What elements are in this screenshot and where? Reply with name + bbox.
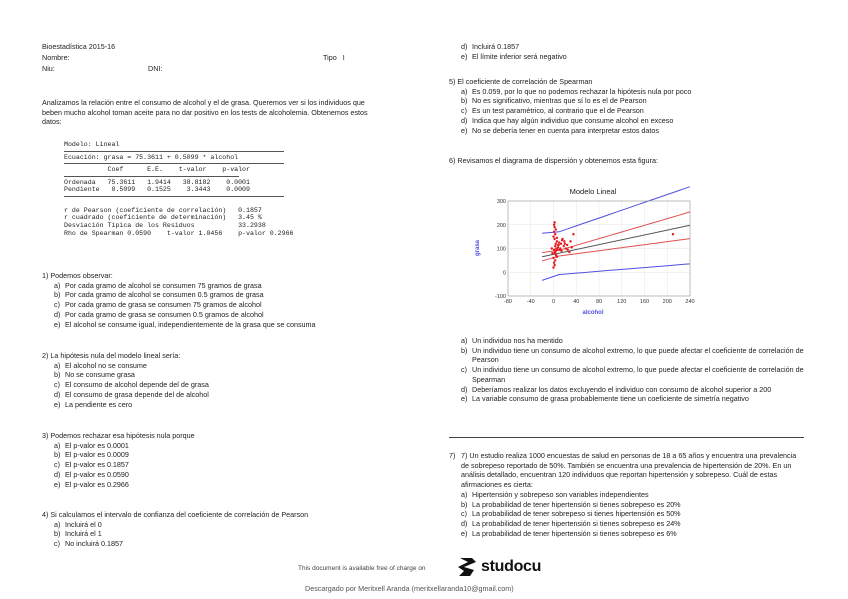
studocu-icon xyxy=(456,556,478,578)
chart-title: Modelo Lineal xyxy=(569,187,617,196)
data-point xyxy=(555,253,557,255)
table-header: Coef E.E. t-valor p-valor xyxy=(64,166,250,174)
y-tick-label: -100 xyxy=(494,294,506,300)
option-4e: e) El límite inferior será negativo xyxy=(461,51,567,61)
data-point xyxy=(554,259,556,261)
data-point xyxy=(571,246,573,248)
data-point xyxy=(569,240,571,242)
question-4-continued xyxy=(449,42,809,61)
option-7a: a) Hipertensión y sobrepeso son variables independientes xyxy=(461,489,649,499)
option-5c: c) Es un test paramétrico, al contrario que el de Pearson xyxy=(461,106,644,116)
question-7 xyxy=(449,451,805,538)
data-point xyxy=(563,245,565,247)
x-tick-label: 0 xyxy=(551,299,556,305)
footer-downloaded-text: Descargado por Meritxell Aranda (meritxellaranda10@gmail.com) xyxy=(305,584,514,593)
data-point xyxy=(559,248,561,250)
data-point xyxy=(551,247,553,249)
option-1a: a) Por cada gramo de alcohol se consumen 75 gramos de grasa xyxy=(54,280,262,290)
model-output-block xyxy=(64,141,294,237)
option-5a: a) Es 0.059, por lo que no podemos rechazar la hipótesis nula por poco xyxy=(461,86,692,96)
question-1 xyxy=(42,271,382,329)
question-title: 4) Si calculamos el intervalo de confianza del coeficiente de correlación de Pearson xyxy=(42,510,309,519)
data-point xyxy=(672,233,674,235)
option-7c: c) La probabilidad de tener sobrepeso si tienes hipertensión es 50% xyxy=(461,509,681,519)
option-5e: e) No se debería tener en cuenta para interpretar estos datos xyxy=(461,125,659,135)
data-point xyxy=(556,237,558,239)
option-5d: d) Indica que hay algún individuo que consume alcohol en exceso xyxy=(461,115,674,125)
question-title: 3) Podemos rechazar esa hipótesis nula porque xyxy=(42,431,195,440)
option-2e: e) La pendiente es cero xyxy=(54,399,133,409)
data-point xyxy=(556,240,558,242)
divider xyxy=(64,151,284,152)
data-point xyxy=(563,240,565,242)
x-tick-label: 80 xyxy=(595,299,603,305)
data-point xyxy=(553,221,555,223)
data-point xyxy=(566,244,568,246)
option-6a: a) Un individuo nos ha mentido xyxy=(461,336,563,345)
x-tick-label: -40 xyxy=(526,299,535,305)
question-title: 2) La hipótesis nula del modelo lineal sería: xyxy=(42,351,181,360)
data-point xyxy=(554,251,556,253)
data-point xyxy=(552,266,554,268)
x-tick-label: 200 xyxy=(662,299,672,305)
y-tick-label: 200 xyxy=(496,222,506,229)
footer-available-text: This document is available free of charge on xyxy=(298,565,426,572)
option-6e: e) La variable consumo de grasa probablemente tiene un coeficiente de simetría negativo xyxy=(461,394,749,404)
question-5 xyxy=(449,77,809,135)
studocu-logo[interactable] xyxy=(456,556,541,578)
type-label: Tipo I xyxy=(323,53,345,62)
data-point xyxy=(557,246,559,248)
data-point xyxy=(561,238,563,240)
option-5b: b) No es significativo, mientras que sí lo es el de Pearson xyxy=(461,96,647,106)
data-point xyxy=(552,235,554,237)
option-1c: c) Por cada gramo de grasa se consumen 75 gramos de alcohol xyxy=(54,300,262,310)
chart-ylabel: grasa xyxy=(475,239,481,257)
data-point xyxy=(568,251,570,253)
question-4 xyxy=(42,510,402,549)
option-7d: d) La probabilidad de tener hipertensión si tienes sobrepeso es 24% xyxy=(461,519,681,529)
data-point xyxy=(556,256,558,258)
option-3a: a) El p-valor es 0.0001 xyxy=(54,440,129,450)
data-point xyxy=(553,248,555,250)
y-tick-label: 300 xyxy=(496,199,506,205)
question-6-title: 6) Revisamos el diagrama de dispersión y obtenemos esta figura: xyxy=(449,156,658,165)
option-7b: b) La probabilidad de tener hipertensión si tienes sobrepeso es 20% xyxy=(461,499,681,509)
question-title: 1) Podemos observar: xyxy=(42,271,113,280)
question-title: 7) Un estudio realiza 1000 encuestas de salud en personas de 18 a 65 años y encuentra una prevalencia de sobrepeso reportado de 50%. También se encuentra una prevalencia de hipertensión de 20%. En un análisis detallado, encuentran 120 individuos que reportan hipertensión y sobrepeso. Cuál de estas afirmaciones es cierta: xyxy=(461,451,797,490)
dni-label: DNI: xyxy=(148,64,163,73)
studocu-brand: studocu xyxy=(481,558,542,576)
data-point xyxy=(553,264,555,266)
option-4c: c) No incluirá 0.1857 xyxy=(54,539,123,549)
divider xyxy=(64,163,284,164)
x-tick-label: 240 xyxy=(685,299,695,305)
question-title: 5) El coeficiente de correlación de Spearman xyxy=(449,77,593,86)
option-2b: b) No se consume grasa xyxy=(54,370,135,380)
data-point xyxy=(552,257,554,259)
option-2a: a) El alcohol no se consume xyxy=(54,360,147,370)
model-title: Modelo: Lineal xyxy=(64,141,120,148)
option-3b: b) El p-valor es 0.0009 xyxy=(54,450,129,460)
question-2 xyxy=(42,351,382,409)
stat-spearman: Rho de Spearman 0.0590 t-valor 1.0456 p-valor 0.2966 xyxy=(64,229,294,237)
option-1b: b) Por cada gramo de alcohol se consumen 0.5 gramos de grasa xyxy=(54,290,264,300)
data-point xyxy=(560,243,562,245)
data-point xyxy=(553,226,555,228)
option-3e: e) El p-valor es 0.2966 xyxy=(54,479,129,489)
option-6c: c) Un individuo tiene un consumo de alcohol extremo, lo que puede afectar el coeficiente de correlación de Spearman xyxy=(461,365,804,384)
data-point xyxy=(555,243,557,245)
option-3c: c) El p-valor es 0.1857 xyxy=(54,460,129,470)
niu-label: Niu: xyxy=(42,64,55,73)
divider xyxy=(64,176,239,177)
question-3 xyxy=(42,431,382,489)
option-1e: e) El alcohol se consume igual, independientemente de la grasa que se consuma xyxy=(54,319,316,329)
x-tick-label: 120 xyxy=(617,299,627,305)
model-equation: Ecuación: grasa = 75.3611 + 0.5099 * alcohol xyxy=(64,153,239,161)
question-number: 7) xyxy=(449,451,456,460)
option-4d: d) Incluirá 0.1857 xyxy=(461,42,520,51)
chart-xlabel: alcohol xyxy=(582,310,604,316)
name-label: Nombre: xyxy=(42,53,70,62)
stat-residuals: Desviación Típica de los Residuos 33.2938 xyxy=(64,222,266,230)
course-title: Bioestadística 2015-16 xyxy=(42,42,116,51)
data-point xyxy=(553,238,555,240)
option-7e: e) La probabilidad de tener hipertensión si tienes sobrepeso es 6% xyxy=(461,528,677,538)
scatter-chart xyxy=(468,184,703,320)
data-point xyxy=(567,248,569,250)
data-point xyxy=(553,262,555,264)
data-point xyxy=(572,233,574,235)
data-point xyxy=(551,252,553,254)
data-point xyxy=(557,244,559,246)
table-row-slope: Pendiente 0.5099 0.1525 3.3443 0.0009 xyxy=(64,186,250,194)
stat-r2: r cuadrado (coeficiente de determinación) 3.45 % xyxy=(64,214,262,222)
option-3d: d) El p-valor es 0.0590 xyxy=(54,469,129,479)
data-point xyxy=(555,228,557,230)
data-point xyxy=(564,243,566,245)
data-point xyxy=(556,248,558,250)
option-1d: d) Por cada gramo de grasa se consumen 0.5 gramos de alcohol xyxy=(54,309,264,319)
data-point xyxy=(553,231,555,233)
stat-pearson: r de Pearson (coeficiente de correlación) 0.1857 xyxy=(64,206,262,214)
y-tick-label: 100 xyxy=(496,246,506,253)
x-tick-label: -80 xyxy=(504,299,512,305)
intro-paragraph: Analizamos la relación entre el consumo de alcohol y el de grasa. Queremos ver si los individuos que beben mucho alcohol toman aceite para no dar positivo en los tests de alcoholemia. Obtenemos estos datos: xyxy=(42,98,368,127)
table-row-intercept: Ordenada 75.3611 1.9414 38.8182 0.0001 xyxy=(64,178,250,186)
option-4a: a) Incluirá el 0 xyxy=(54,519,102,529)
option-4b: b) Incluirá el 1 xyxy=(54,529,102,539)
data-point xyxy=(553,224,555,226)
x-tick-label: 40 xyxy=(573,299,580,305)
option-6b: b) Un individuo tiene un consumo de alcohol extremo, lo que puede afectar el coeficiente de correlación de Pearson xyxy=(461,345,804,365)
divider xyxy=(64,196,284,197)
data-point xyxy=(554,233,556,235)
x-tick-label: 160 xyxy=(639,299,650,305)
option-2c: c) El consumo de alcohol depende del de grasa xyxy=(54,380,209,390)
data-point xyxy=(554,245,556,247)
question-6 xyxy=(449,336,809,404)
option-6d: d) Deberíamos realizar los datos excluyendo el individuo con consumo de alcohol superior a 200 xyxy=(461,384,772,394)
y-tick-label: 0 xyxy=(502,270,506,277)
section-divider xyxy=(449,437,804,438)
option-2d: d) El consumo de grasa depende del de alcohol xyxy=(54,389,209,399)
